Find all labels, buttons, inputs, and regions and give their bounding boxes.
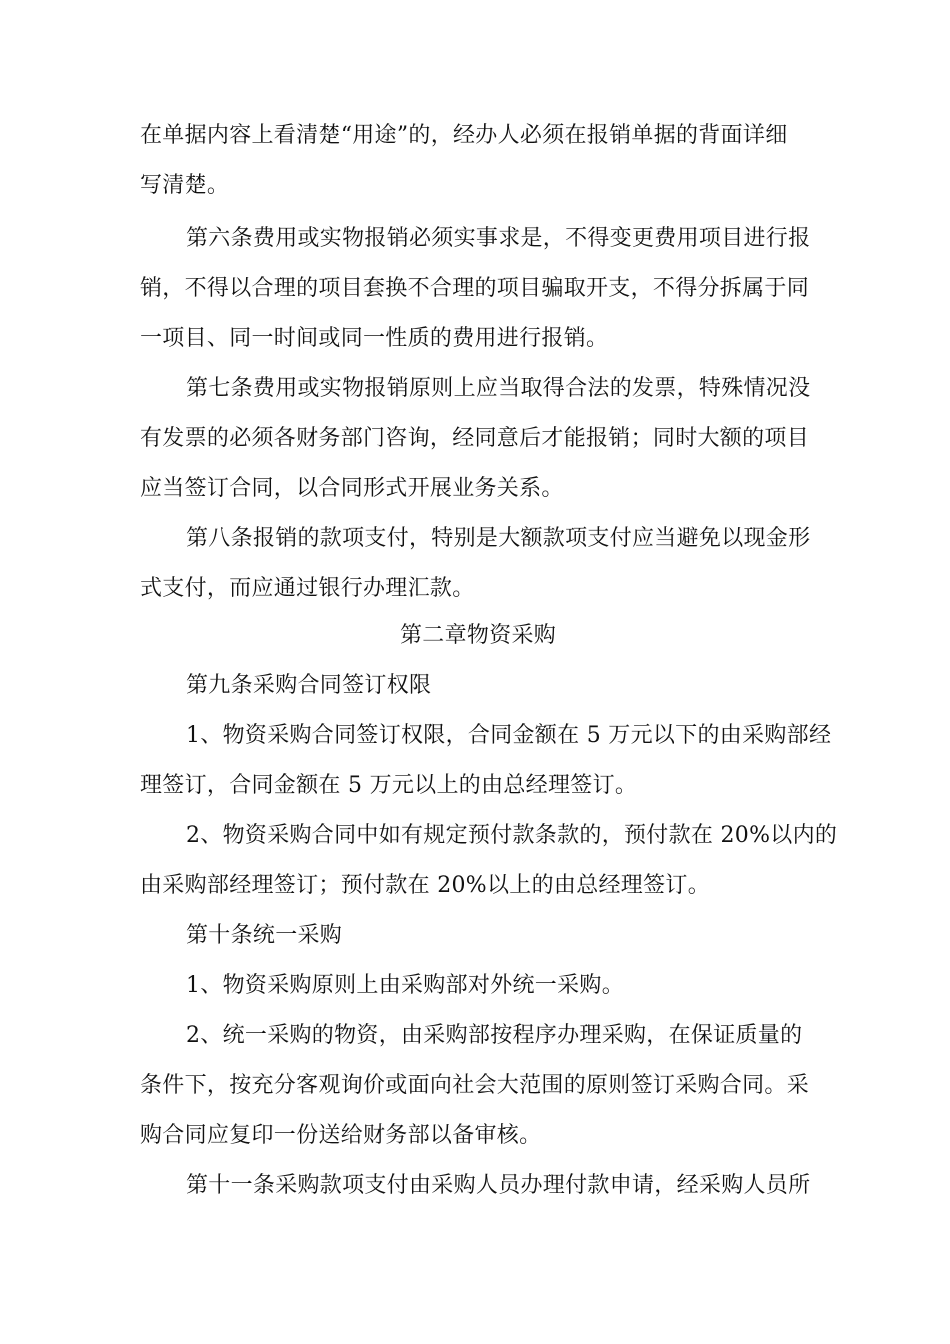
article-10-line: 第十条统一采购 (186, 923, 343, 948)
list-item-line: 2、物资采购合同中如有规定预付款条款的，预付款在 20%以内的 (186, 823, 838, 848)
list-item-line: 2、统一采购的物资，由采购部按程序办理采购，在保证质量的 (186, 1023, 803, 1048)
article-9-line: 第九条采购合同签订权限 (186, 673, 432, 698)
paragraph-line: 销，不得以合理的项目套换不合理的项目骗取开支，不得分拆属于同 (140, 276, 810, 301)
article-7-line: 第七条费用或实物报销原则上应当取得合法的发票，特殊情况没 (186, 376, 811, 401)
list-item-line: 1、物资采购合同签订权限，合同金额在 5 万元以下的由采购部经 (186, 723, 832, 748)
paragraph-line: 购合同应复印一份送给财务部以备审核。 (140, 1123, 542, 1148)
paragraph-line: 式支付，而应通过银行办理汇款。 (140, 576, 475, 601)
list-item-line: 1、物资采购原则上由采购部对外统一采购。 (186, 973, 624, 998)
paragraph-line: 理签订，合同金额在 5 万元以上的由总经理签订。 (140, 773, 638, 798)
paragraph-line: 有发票的必须各财务部门咨询，经同意后才能报销；同时大额的项目 (140, 426, 810, 451)
paragraph-line: 一项目、同一时间或同一性质的费用进行报销。 (140, 326, 609, 351)
paragraph-line: 应当签订合同，以合同形式开展业务关系。 (140, 476, 564, 501)
paragraph-line: 条件下，按充分客观询价或面向社会大范围的原则签订采购合同。采 (140, 1073, 810, 1098)
article-8-line: 第八条报销的款项支付，特别是大额款项支付应当避免以现金形 (186, 526, 811, 551)
paragraph-line: 写清楚。 (140, 173, 230, 198)
article-11-line: 第十一条采购款项支付由采购人员办理付款申请，经采购人员所 (186, 1173, 811, 1198)
paragraph-line: 在单据内容上看清楚“用途”的，经办人必须在报销单据的背面详细 (140, 123, 788, 148)
article-6-line: 第六条费用或实物报销必须实事求是，不得变更费用项目进行报 (186, 226, 811, 251)
paragraph-line: 由采购部经理签订；预付款在 20%以上的由总经理签订。 (140, 873, 710, 898)
chapter-heading: 第二章物资采购 (400, 623, 557, 648)
